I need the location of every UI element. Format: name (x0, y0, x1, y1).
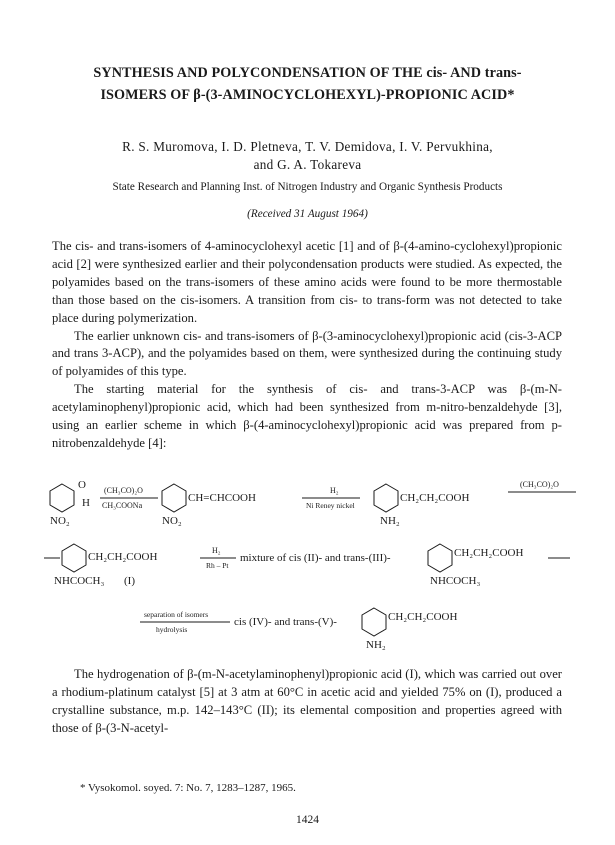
mixture-text: mixture of cis (II)- and trans-(III)- (240, 552, 391, 564)
reagent-2-top: H₂ (330, 486, 339, 495)
final-chain: CH₂CH₂COOH (388, 611, 458, 623)
reagent-5-top: separation of isomers (144, 610, 209, 619)
authors-line-2: and G. A. Tokareva (253, 157, 362, 172)
nitro-group-1: NO₂ (50, 515, 70, 527)
aldehyde-oxygen: O (78, 479, 86, 491)
reagent-2-bottom: Ni Reney nickel (306, 501, 355, 510)
reagent-5-bottom: hydrolysis (156, 625, 188, 634)
affiliation: State Research and Planning Inst. of Nitrogen Industry and Organic Synthesis Products (112, 181, 503, 193)
reagent-1-top: (CH₃CO)₂O (104, 486, 143, 495)
intro-section (52, 238, 562, 453)
reagent-3-top: (CH₃CO)₂O (520, 480, 559, 489)
acetyl-group: NHCOCH₃ (54, 575, 105, 587)
paragraph-2: The earlier unknown cis- and trans-isomers of β-(3-aminocyclohexyl)propionic acid (cis-3-ACP and trans 3-ACP), and the polyamides based on them, were synthesized during the continuing study of polyamides of this type. (52, 328, 562, 379)
final-group: NH₂ (366, 639, 386, 651)
cyclohexane-ring-icon (362, 608, 386, 636)
benzene-ring-icon (162, 484, 186, 512)
cyclohexane-ring-icon (428, 544, 452, 572)
benzene-ring-icon (62, 544, 86, 572)
title-line-2: ISOMERS OF β-(3-AMINOCYCLOHEXYL)-PROPIONIC ACID* (100, 87, 515, 103)
amino-group: NH₂ (380, 515, 400, 527)
footnote: * Vysokomol. soyed. 7: No. 7, 1283–1287, 1965. (80, 782, 296, 794)
amino-chain: CH₂CH₂COOH (400, 492, 470, 504)
final-products-text: cis (IV)- and trans-(V)- (234, 616, 337, 628)
paragraph-3: The starting material for the synthesis of cis- and trans-3-ACP was β-(m-N-acetylaminophenyl)propionic acid, which had been synthesized from m-nitro-benzaldehyde [3], using an earlier scheme in which β-(4-aminocyclohexyl)propionic acid was prepared from p-nitrobenzaldehyde [4]: (52, 382, 562, 450)
reagent-1-bottom: CH₃COONa (102, 501, 143, 510)
paragraph-1: The cis- and trans-isomers of 4-aminocyclohexyl acetic [1] and of β-(4-amino-cyclohexyl)propionic acid [2] were synthesized earlier and their polycondensation products were studied. As expected, the polyamides based on the trans-isomers of these amino acids were found to be more thermostable than those based on the cis-isomers. A transition from cis- to trans-form was not detected to take place during polymerization. (52, 239, 562, 325)
mixture-chain: CH₂CH₂COOH (454, 547, 524, 559)
aldehyde-hydrogen: H (82, 497, 90, 509)
reagent-4-bottom: Rh – Pt (206, 561, 229, 570)
title-line-1: SYNTHESIS AND POLYCONDENSATION OF THE cis- AND trans- (93, 65, 522, 81)
article-title (50, 62, 565, 106)
authors-line-1: R. S. Muromova, I. D. Pletneva, T. V. Demidova, I. V. Pervukhina, (122, 139, 493, 154)
reagent-4-top: H₂ (212, 546, 221, 555)
paragraph-4: The hydrogenation of β-(m-N-acetylaminophenyl)propionic acid (I), which was carried out over a rhodium-platinum catalyst [5] at 3 atm at 60°C in acetic acid and yielded 75% on (I), produced a crystalline substance, m.p. 142–143°C (II); its elemental composition and properties agreed with those of β-(3-N-acetyl- (52, 667, 562, 735)
nitro-group-2: NO₂ (162, 515, 182, 527)
received-date: (Received 31 August 1964) (247, 208, 368, 220)
benzene-ring-icon (374, 484, 398, 512)
acetyl-chain: CH₂CH₂COOH (88, 551, 158, 563)
cinnamic-chain: CH=CHCOOH (188, 492, 256, 504)
mixture-group: NHCOCH₃ (430, 575, 481, 587)
author-list (50, 138, 565, 174)
page-number: 1424 (296, 814, 319, 826)
benzene-ring-icon (50, 484, 74, 512)
reaction-scheme (40, 476, 580, 666)
compound-label-i: (I) (124, 575, 135, 587)
results-section (52, 666, 562, 738)
